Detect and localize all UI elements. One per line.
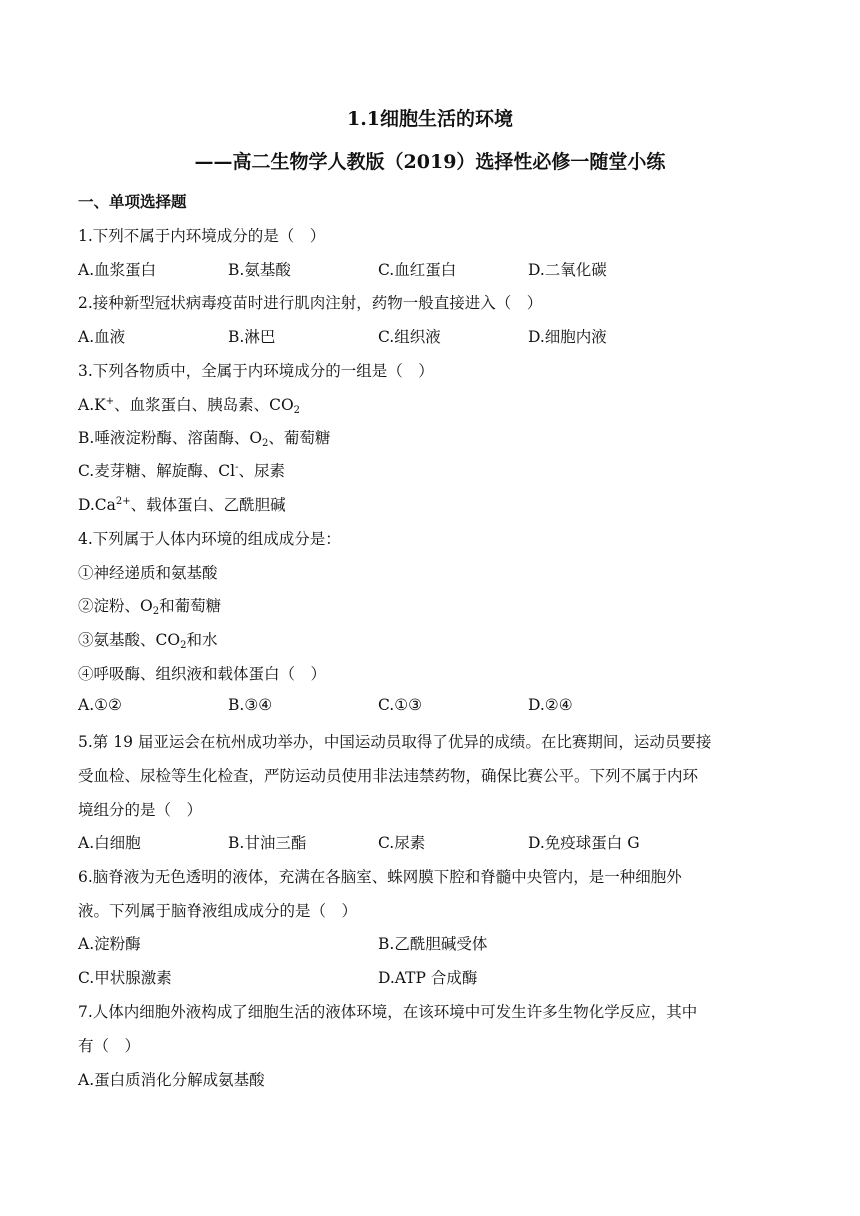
question-5-stem-line-3: 境组分的是（ ）	[78, 801, 203, 819]
question-6-option-a: A.淀粉酶	[78, 935, 141, 953]
question-5-option-b: B.甘油三酯	[228, 834, 307, 852]
question-2-stem: 2.接种新型冠状病毒疫苗时进行肌肉注射，药物一般直接进入（ ）	[78, 294, 543, 312]
question-5-option-a: A.白细胞	[78, 834, 141, 852]
question-3-option-d: $D.Ca^{2+}$、载体蛋白、乙酰胆碱	[78, 496, 286, 514]
question-6-stem-line-2: 液。下列属于脑脊液组成成分的是（ ）	[78, 902, 358, 920]
question-4-option-c: C.①③	[378, 696, 423, 714]
section-heading: 一、单项选择题	[78, 192, 187, 211]
question-2-option-c: C.组织液	[378, 328, 441, 346]
question-5-option-c: C.尿素	[378, 834, 426, 852]
question-4-stem: 4.下列属于人体内环境的组成成分是：	[78, 530, 341, 548]
question-5-option-d: D.免疫球蛋白 G	[528, 834, 640, 852]
page-title: 1.1细胞生活的环境	[346, 108, 514, 130]
question-1-stem: 1.下列不属于内环境成分的是（ ）	[78, 227, 326, 245]
question-2-option-b: B.淋巴	[228, 328, 276, 346]
question-7-option-a: A.蛋白质消化分解成氨基酸	[78, 1071, 265, 1089]
question-2-option-a: A.血液	[78, 328, 126, 346]
question-1-option-d: D.二氧化碳	[528, 261, 607, 279]
question-4-item-2: ②淀粉、$O_2$和葡萄糖	[78, 597, 222, 617]
question-1-option-b: B.氨基酸	[228, 261, 291, 279]
question-1-option-a: A.血浆蛋白	[78, 261, 157, 279]
question-7-stem-line-2: 有（ ）	[78, 1037, 141, 1055]
question-3-option-b: B.唾液淀粉酶、溶菌酶、$O_2$、葡萄糖	[78, 429, 331, 449]
question-3-stem: 3.下列各物质中，全属于内环境成分的一组是（ ）	[78, 362, 434, 380]
question-4-option-d: D.②④	[528, 696, 573, 714]
question-2-option-d: D.细胞内液	[528, 328, 607, 346]
question-3-option-c: C.麦芽糖、解旋酶、Cl-、尿素	[78, 462, 285, 480]
question-4-option-a: A.①②	[78, 696, 122, 714]
question-7-stem-line-1: 7.人体内细胞外液构成了细胞生活的液体环境，在该环境中可发生许多生物化学反应，其中	[78, 1003, 698, 1021]
question-6-option-c: C.甲状腺激素	[78, 969, 172, 987]
question-6-stem-line-1: 6.脑脊液为无色透明的液体，充满在各脑室、蛛网膜下腔和脊髓中央管内，是一种细胞外	[78, 868, 682, 886]
question-4-option-b: B.③④	[228, 696, 273, 714]
question-1-option-c: C.血红蛋白	[378, 261, 457, 279]
question-3-option-a: A.K+、血浆蛋白、胰岛素、$CO_2$	[78, 396, 301, 416]
question-5-stem-line-1: 5.第 19 届亚运会在杭州成功举办，中国运动员取得了优异的成绩。在比赛期间，运动员要接	[78, 733, 712, 751]
question-6-option-d: D.ATP 合成酶	[378, 969, 478, 987]
page-subtitle: ——高二生物学人教版（2019）选择性必修一随堂小练	[194, 151, 666, 173]
question-4-item-4: ④呼吸酶、组织液和载体蛋白（ ）	[78, 665, 327, 683]
question-4-item-1: ①神经递质和氨基酸	[78, 564, 218, 582]
question-4-item-3: ③氨基酸、$CO_2$和水	[78, 631, 218, 651]
question-5-stem-line-2: 受血检、尿检等生化检查，严防运动员使用非法违禁药物，确保比赛公平。下列不属于内环	[78, 767, 699, 785]
question-6-option-b: B.乙酰胆碱受体	[378, 935, 488, 953]
